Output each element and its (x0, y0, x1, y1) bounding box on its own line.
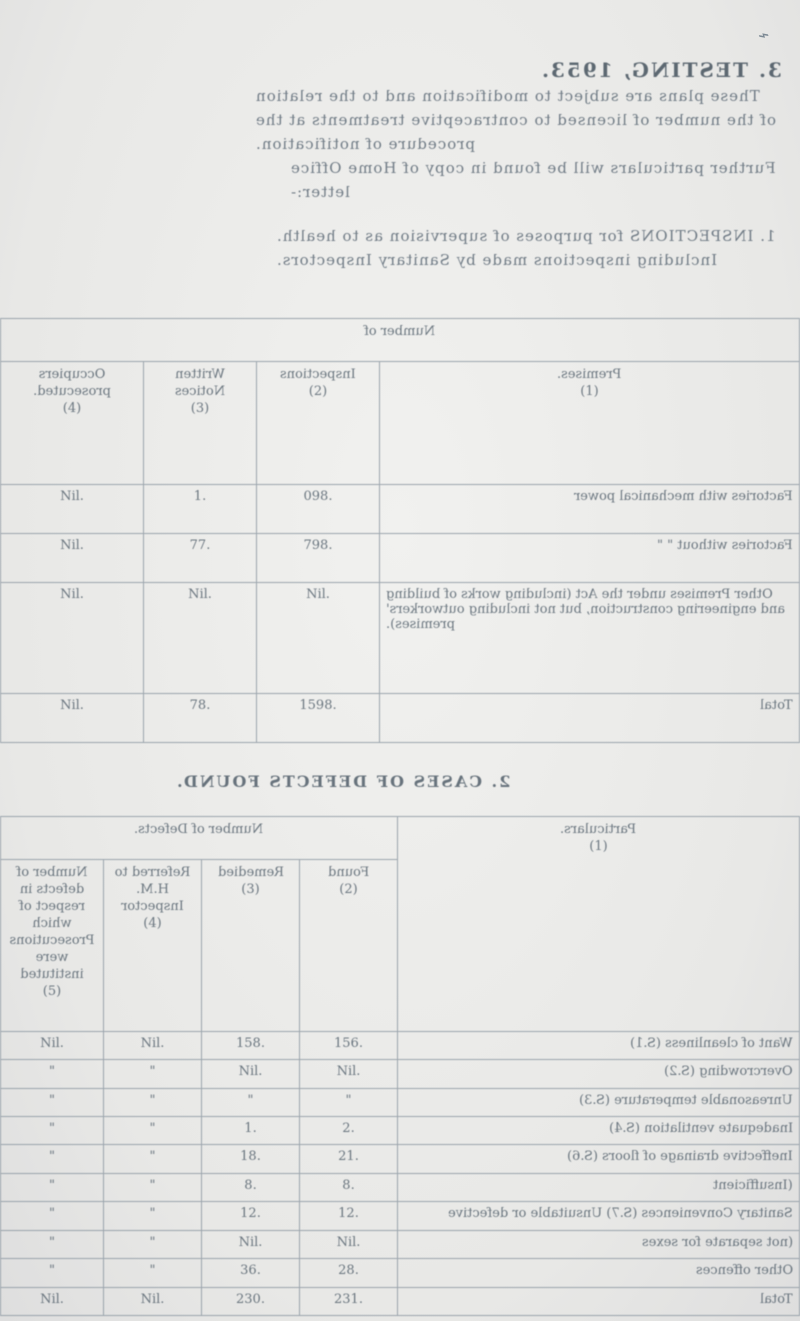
table-row (1, 1259, 800, 1287)
cell: " (1, 1088, 104, 1116)
cell: Nil. (104, 1287, 202, 1315)
col-header: Number of defects in respect of which Prosecutions were instituted (9, 865, 95, 982)
cell: " (1, 1230, 104, 1258)
table-row (1, 1202, 800, 1230)
col-number: (5) (42, 984, 62, 999)
cell (398, 1145, 800, 1173)
table-1 (0, 318, 800, 743)
table-row (1, 583, 800, 694)
cell: " (1, 1202, 104, 1230)
table-row (1, 534, 800, 583)
col-header: Written Notices (174, 367, 226, 399)
cell: 18. (202, 1145, 300, 1173)
intro-line: procedure of notification. (255, 135, 476, 153)
cell (398, 1031, 800, 1059)
cell: 8. (300, 1173, 398, 1201)
cell-text: Overcrowding (S.2) (664, 1064, 793, 1080)
table-1-col (380, 362, 800, 485)
cell: 156. (300, 1031, 398, 1059)
col-header: Occupiers prosecuted. (33, 367, 111, 399)
cell: 1. (202, 1117, 300, 1145)
cell: 78. (144, 693, 257, 742)
cell (398, 1287, 800, 1315)
header-text: 3. TESTING, 1953. (540, 58, 782, 82)
cell: " (104, 1088, 202, 1116)
cell (398, 1173, 800, 1201)
col-number: (2) (339, 882, 358, 897)
intro-line: of the number of licensed to contraceptive treatments at the (255, 111, 776, 129)
cell: Nil. (257, 583, 380, 694)
cell-text: Factories without " " (657, 538, 793, 554)
table-2 (0, 816, 800, 1316)
cell: 2. (300, 1117, 398, 1145)
cell: Nil. (1, 583, 144, 694)
table-row (1, 1060, 800, 1088)
table-row (1, 1145, 800, 1173)
cell: " (300, 1088, 398, 1116)
cell: Nil. (144, 583, 257, 694)
table-row (1, 1031, 800, 1059)
cell: Nil. (300, 1230, 398, 1258)
col-number: (4) (62, 401, 82, 416)
para2-line: letter:- (290, 183, 351, 201)
cell (398, 1117, 800, 1145)
table-2-header-row (1, 817, 398, 860)
cell: 158. (202, 1031, 300, 1059)
cell-text: (Insufficient (713, 1177, 793, 1193)
cell (380, 583, 800, 694)
table-1-col (257, 362, 380, 485)
col-header: Premises. (557, 367, 622, 382)
cell: Nil. (1, 1287, 104, 1315)
table-2-col (300, 860, 398, 1032)
cell: " (104, 1259, 202, 1287)
col-number: (1) (580, 384, 599, 399)
cell: Nil. (104, 1031, 202, 1059)
cell-text: Factories with mechanical power (574, 488, 793, 504)
table-row (1, 693, 800, 742)
section-2-text: 2. CASES OF DEFECTS FOUND. (174, 772, 510, 791)
cell: " (1, 1060, 104, 1088)
table-row (1, 1230, 800, 1258)
cell (398, 1060, 800, 1088)
col-number: (4) (143, 916, 162, 931)
table-1-header-row (1, 319, 800, 362)
cell-text: Want of cleanliness (S.1) (630, 1035, 793, 1051)
col-header: Particulars. (560, 822, 637, 837)
cell: Nil. (1, 1031, 104, 1059)
cell (380, 693, 800, 742)
cell-text: Inadequate ventilation (S.4) (608, 1121, 793, 1136)
section1-line: 1. INSPECTIONS for purposes of supervision as to health. (276, 227, 776, 245)
cell: " (1, 1173, 104, 1201)
cell: 1. (144, 484, 257, 533)
col-number: (1) (589, 839, 608, 854)
table-2-col (1, 860, 104, 1032)
cell: Nil. (1, 484, 144, 533)
cell (380, 484, 800, 533)
cell: 12. (300, 1202, 398, 1230)
table-row (1, 1088, 800, 1116)
cell (398, 1088, 800, 1116)
col-header: Remedied (217, 865, 284, 880)
cell: " (104, 1117, 202, 1145)
table-row (1, 484, 800, 533)
cell: 231. (300, 1287, 398, 1315)
col-header: Inspections (280, 367, 356, 382)
col-number: (3) (190, 401, 210, 416)
cell: Nil. (1, 693, 144, 742)
cell-text: (not separate for sexes (641, 1234, 793, 1250)
cell-text: Ineffective drainage of floors (S.6) (567, 1149, 793, 1165)
table-2-col (104, 860, 202, 1032)
cell-text: Total (760, 1291, 793, 1307)
col-header: Found (327, 865, 370, 880)
cell: " (1, 1259, 104, 1287)
cell-text: Unreasonable temperature (S.3) (579, 1092, 793, 1108)
cell: Nil. (300, 1060, 398, 1088)
col-number: (3) (241, 882, 260, 897)
cell: 28. (300, 1259, 398, 1287)
table-1-col (1, 362, 144, 485)
table-2-col (398, 817, 800, 1032)
intro-line: These plans are subject to modification and to the relation (255, 87, 760, 105)
section-1-paragraph (276, 224, 776, 272)
cell: Nil. (202, 1230, 300, 1258)
cell: " (104, 1230, 202, 1258)
table-1-title: Number of (364, 324, 436, 339)
cell: " (104, 1202, 202, 1230)
col-header: Referred to H.M. Inspector (114, 865, 191, 914)
fold-mark-icon: ⌁ (755, 23, 773, 48)
cell (398, 1230, 800, 1258)
cell-text: Sanitary Conveniences (S.7) Unsuitable or defective (448, 1206, 793, 1222)
cell: " (1, 1117, 104, 1145)
cell: 21. (300, 1145, 398, 1173)
cell (398, 1259, 800, 1287)
cell: 798. (257, 534, 380, 583)
cell: 77. (144, 534, 257, 583)
table-2-col (202, 860, 300, 1032)
cell: " (1, 1145, 104, 1173)
intro-paragraph (255, 84, 776, 156)
cell (398, 1202, 800, 1230)
cell: " (104, 1145, 202, 1173)
cell: Nil. (202, 1060, 300, 1088)
cell: 12. (202, 1202, 300, 1230)
table-row (1, 1173, 800, 1201)
cell: 1598. (257, 693, 380, 742)
section1-line: Including inspections made by Sanitary Inspectors. (276, 251, 718, 269)
cell-text: Total (760, 697, 793, 713)
section-2-heading (175, 772, 510, 791)
table-2-title: Number of Defects. (134, 822, 264, 837)
second-paragraph (290, 156, 776, 204)
cell: " (202, 1088, 300, 1116)
page-header (540, 58, 782, 82)
para2-line: Further particulars will be found in copy of Home Office (290, 159, 776, 177)
cell: 230. (202, 1287, 300, 1315)
cell: 36. (202, 1259, 300, 1287)
cell: " (104, 1173, 202, 1201)
cell: Nil. (1, 534, 144, 583)
cell-text: Other Premises under the Act (including works of building and engineering construction, but not including outworkers' premises). (386, 587, 786, 633)
cell-text: Other offences (695, 1263, 793, 1279)
cell: 098. (257, 484, 380, 533)
cell (380, 534, 800, 583)
table-row (1, 1287, 800, 1315)
table-row (1, 1117, 800, 1145)
table-1-col (144, 362, 257, 485)
cell: " (104, 1060, 202, 1088)
cell: 8. (202, 1173, 300, 1201)
col-number: (2) (308, 384, 328, 399)
